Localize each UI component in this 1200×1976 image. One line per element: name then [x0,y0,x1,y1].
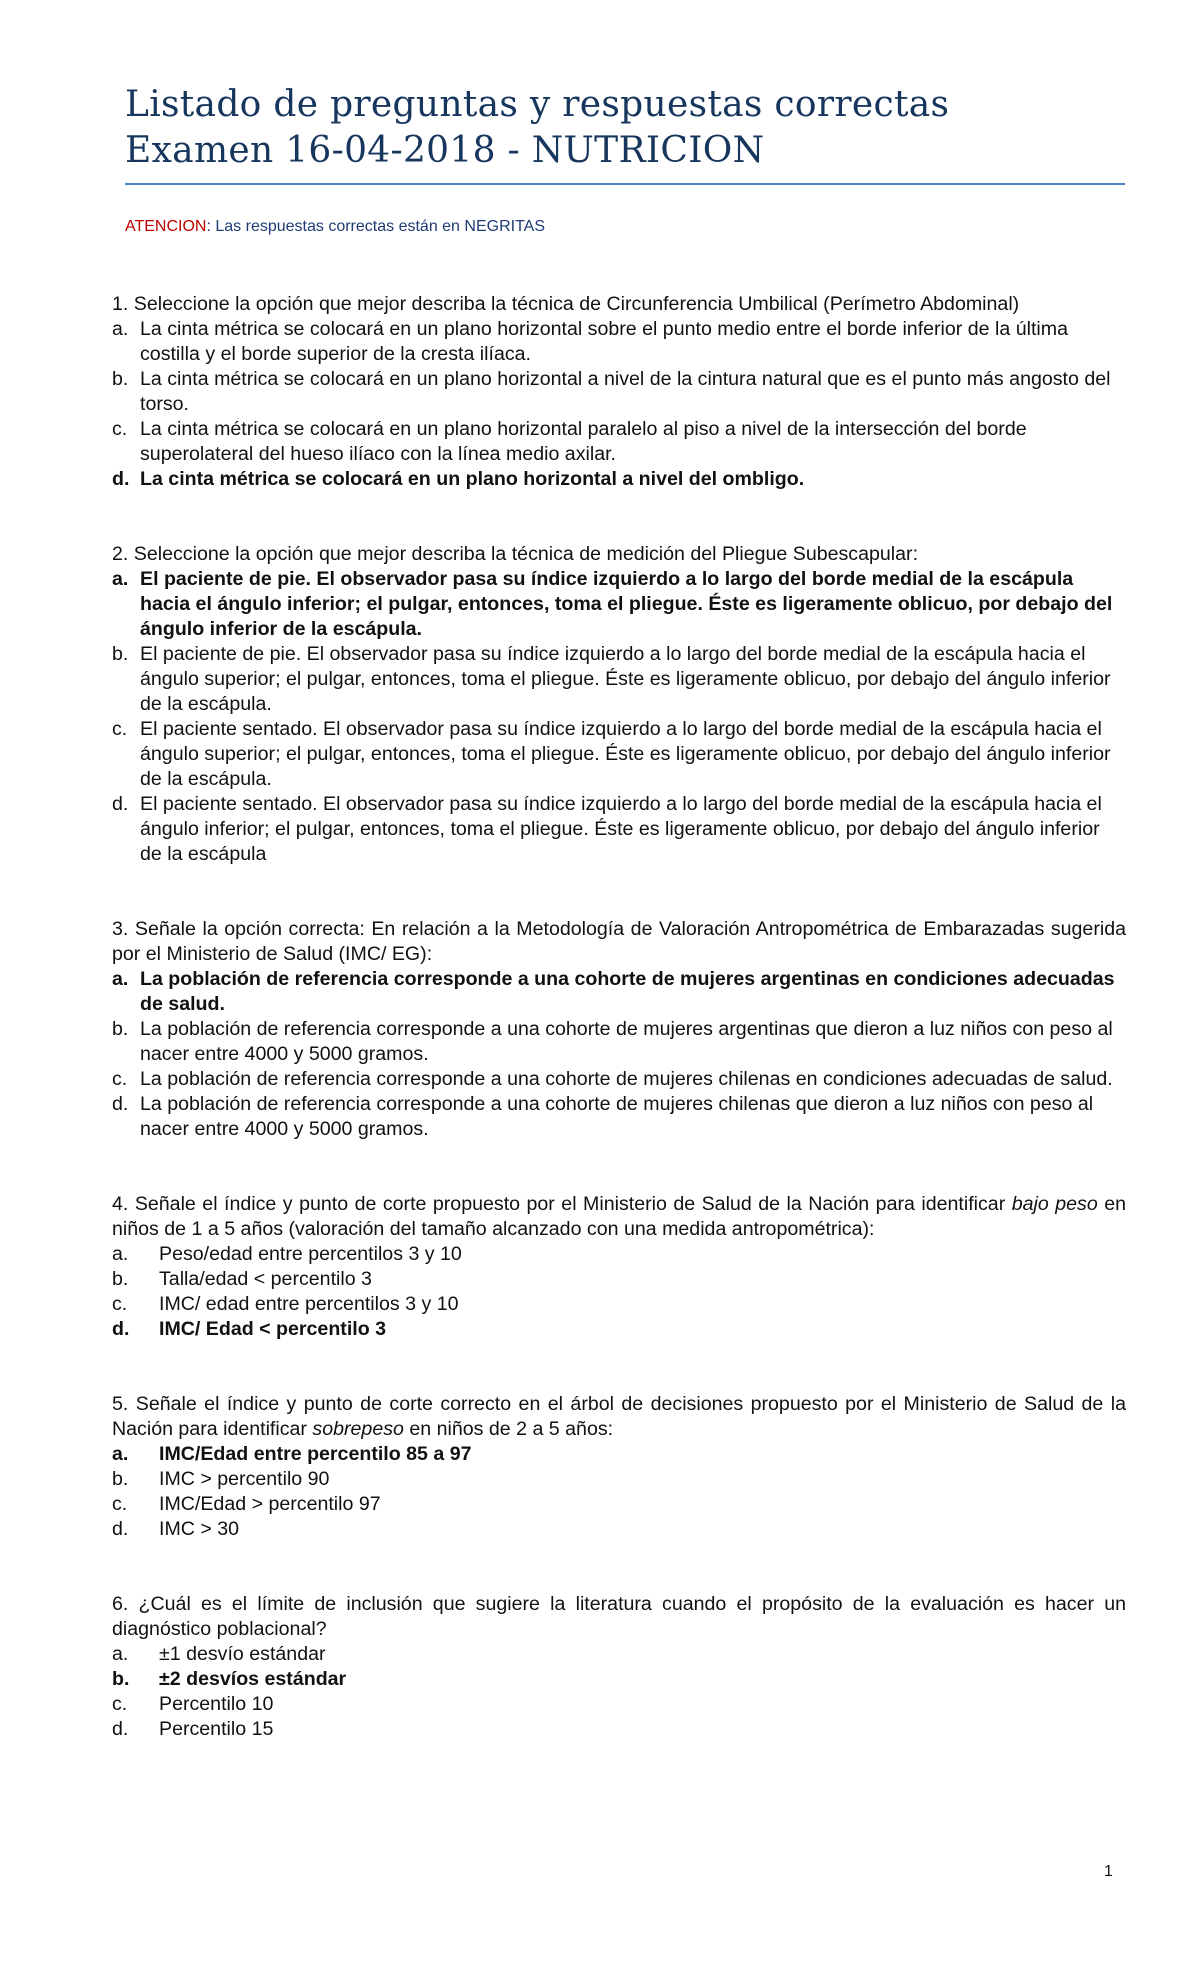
option-letter: b. [112,1268,129,1290]
option-b [112,642,1126,717]
option-c [112,1492,1126,1517]
option-letter: b. [112,643,129,665]
question-3 [112,917,1126,1142]
option-c [112,1292,1126,1317]
title-divider [125,183,1125,185]
option-d-correct [112,467,1126,492]
question-text-post: en niños de 2 a 5 años: [403,1418,614,1440]
option-a [112,1642,1126,1667]
question-text-post: en niños de 1 a 5 años (valoración del tamaño alcanzado con una medida antropométrica): [112,1193,1126,1240]
question-text: 1. Seleccione la opción que mejor describa la técnica de Circunferencia Umbilical (Perímetro Abdominal) [112,293,1020,315]
question-2 [112,542,1126,867]
option-letter: c. [112,1493,128,1515]
option-c [112,717,1126,792]
question-text-pre: 4. Señale el índice y punto de corte propuesto por el Ministerio de Salud de la Nación para identificar [112,1193,1012,1215]
option-text: IMC/Edad > percentilo 97 [159,1493,381,1515]
option-letter: a. [112,568,129,590]
option-text: Percentilo 10 [159,1693,274,1715]
option-letter: d. [112,1718,129,1740]
title-line-1: Listado de preguntas y respuestas correctas [125,84,950,125]
option-b [112,1267,1126,1292]
title-line-2: Examen 16-04-2018 - NUTRICION [125,130,765,171]
option-text: El paciente de pie. El observador pasa su índice izquierdo a lo largo del borde medial de la escápula hacia el ángulo superior; el pulgar, entonces, toma el pliegue. Éste es ligeramente oblicuo, por debajo del ángulo inferior de la escápula. [140,643,1111,715]
question-1 [112,292,1126,492]
document-title [125,82,1125,174]
attention-label: ATENCION [125,218,207,235]
question-text: 3. Señale la opción correcta: En relación a la Metodología de Valoración Antropométrica de Embarazadas sugerida por el Ministerio de Salud (IMC/ EG): [112,918,1126,965]
question-text-emphasis: sobrepeso [312,1418,404,1440]
option-text: La cinta métrica se colocará en un plano horizontal a nivel de la cintura natural que es el punto más angosto del torso. [140,368,1111,415]
option-a-correct [112,1442,1126,1467]
option-text: El paciente sentado. El observador pasa su índice izquierdo a lo largo del borde medial de la escápula hacia el ángulo superior; el pulgar, entonces, toma el pliegue. Éste es ligeramente oblicuo, por debajo del ángulo inferior de la escápula. [140,718,1111,790]
option-text: La población de referencia corresponde a una cohorte de mujeres argentinas que dieron a luz niños con peso al nacer entre 4000 y 5000 gramos. [140,1018,1113,1065]
option-letter: d. [112,1318,130,1340]
option-letter: a. [112,1443,129,1465]
option-letter: b. [112,1668,130,1690]
option-letter: c. [112,718,128,740]
option-text: IMC/ Edad < percentilo 3 [159,1318,387,1340]
option-b-correct [112,1667,1126,1692]
question-4 [112,1192,1126,1342]
option-d [112,1517,1126,1542]
option-text: La cinta métrica se colocará en un plano horizontal sobre el punto medio entre el borde inferior de la última costilla y el borde superior de la cresta ilíaca. [140,318,1068,365]
option-letter: c. [112,1068,128,1090]
question-text: 6. ¿Cuál es el límite de inclusión que sugiere la literatura cuando el propósito de la evaluación es hacer un diagnóstico poblacional? [112,1593,1126,1640]
option-letter: c. [112,418,128,440]
option-b [112,367,1126,417]
question-5 [112,1392,1126,1542]
option-text: La población de referencia corresponde a una cohorte de mujeres chilenas que dieron a luz niños con peso al nacer entre 4000 y 5000 gramos. [140,1093,1094,1140]
page-number: 1 [1104,1863,1113,1880]
option-letter: b. [112,1468,129,1490]
option-letter: a. [112,318,129,340]
option-a-correct [112,967,1126,1017]
option-text: La población de referencia corresponde a una cohorte de mujeres argentinas en condiciones adecuadas de salud. [140,968,1115,1015]
option-b [112,1017,1126,1067]
option-text: Peso/edad entre percentilos 3 y 10 [159,1243,462,1265]
option-letter: c. [112,1693,128,1715]
question-text [112,1392,1126,1442]
option-d-correct [112,1317,1126,1342]
option-text: IMC > percentilo 90 [159,1468,330,1490]
option-letter: b. [112,368,129,390]
option-text: ±1 desvío estándar [159,1643,326,1665]
option-d [112,1092,1126,1142]
option-text: IMC/ edad entre percentilos 3 y 10 [159,1293,459,1315]
option-letter: d. [112,1093,129,1115]
option-letter: c. [112,1293,128,1315]
question-text: 2. Seleccione la opción que mejor describa la técnica de medición del Pliegue Subescapular: [112,543,919,565]
option-text: La población de referencia corresponde a una cohorte de mujeres chilenas en condiciones adecuadas de salud. [140,1068,1113,1090]
question-list [112,292,1126,1742]
attention-text: : Las respuestas correctas están en NEGRITAS [206,218,545,235]
option-c [112,1067,1126,1092]
option-c [112,1692,1126,1717]
option-letter: a. [112,1243,129,1265]
option-a-correct [112,567,1126,642]
option-text: ±2 desvíos estándar [159,1668,347,1690]
option-text: Percentilo 15 [159,1718,274,1740]
option-c [112,417,1126,467]
option-text: El paciente sentado. El observador pasa su índice izquierdo a lo largo del borde medial de la escápula hacia el ángulo inferior; el pulgar, entonces, toma el pliegue. Éste es ligeramente oblicuo, por debajo del ángulo inferior de la escápula [140,793,1102,865]
question-text-emphasis: bajo peso [1011,1193,1098,1215]
option-text: La cinta métrica se colocará en un plano horizontal paralelo al piso a nivel de la intersección del borde superolateral del hueso ilíaco con la línea medio axilar. [140,418,1027,465]
option-letter: b. [112,1018,129,1040]
option-d [112,792,1126,867]
option-text: Talla/edad < percentilo 3 [159,1268,372,1290]
option-letter: d. [112,468,130,490]
option-a [112,1242,1126,1267]
option-letter: a. [112,1643,129,1665]
option-b [112,1467,1126,1492]
question-text-pre: 5. Señale el índice y punto de corte correcto en el árbol de decisiones propuesto por el Ministerio de Salud de la Nación para identificar [112,1393,1126,1440]
option-text: IMC > 30 [159,1518,240,1540]
option-letter: a. [112,968,129,990]
question-6 [112,1592,1126,1742]
question-text [112,1192,1126,1242]
option-a [112,317,1126,367]
option-letter: d. [112,1518,129,1540]
option-text: El paciente de pie. El observador pasa su índice izquierdo a lo largo del borde medial de la escápula hacia el ángulo inferior; el pulgar, entonces, toma el pliegue. Éste es ligeramente oblicuo, por debajo del ángulo inferior de la escápula. [140,568,1113,640]
attention-note [125,218,545,236]
option-letter: d. [112,793,129,815]
option-text: La cinta métrica se colocará en un plano horizontal a nivel del ombligo. [140,468,805,490]
option-text: IMC/Edad entre percentilo 85 a 97 [159,1443,472,1465]
option-d [112,1717,1126,1742]
